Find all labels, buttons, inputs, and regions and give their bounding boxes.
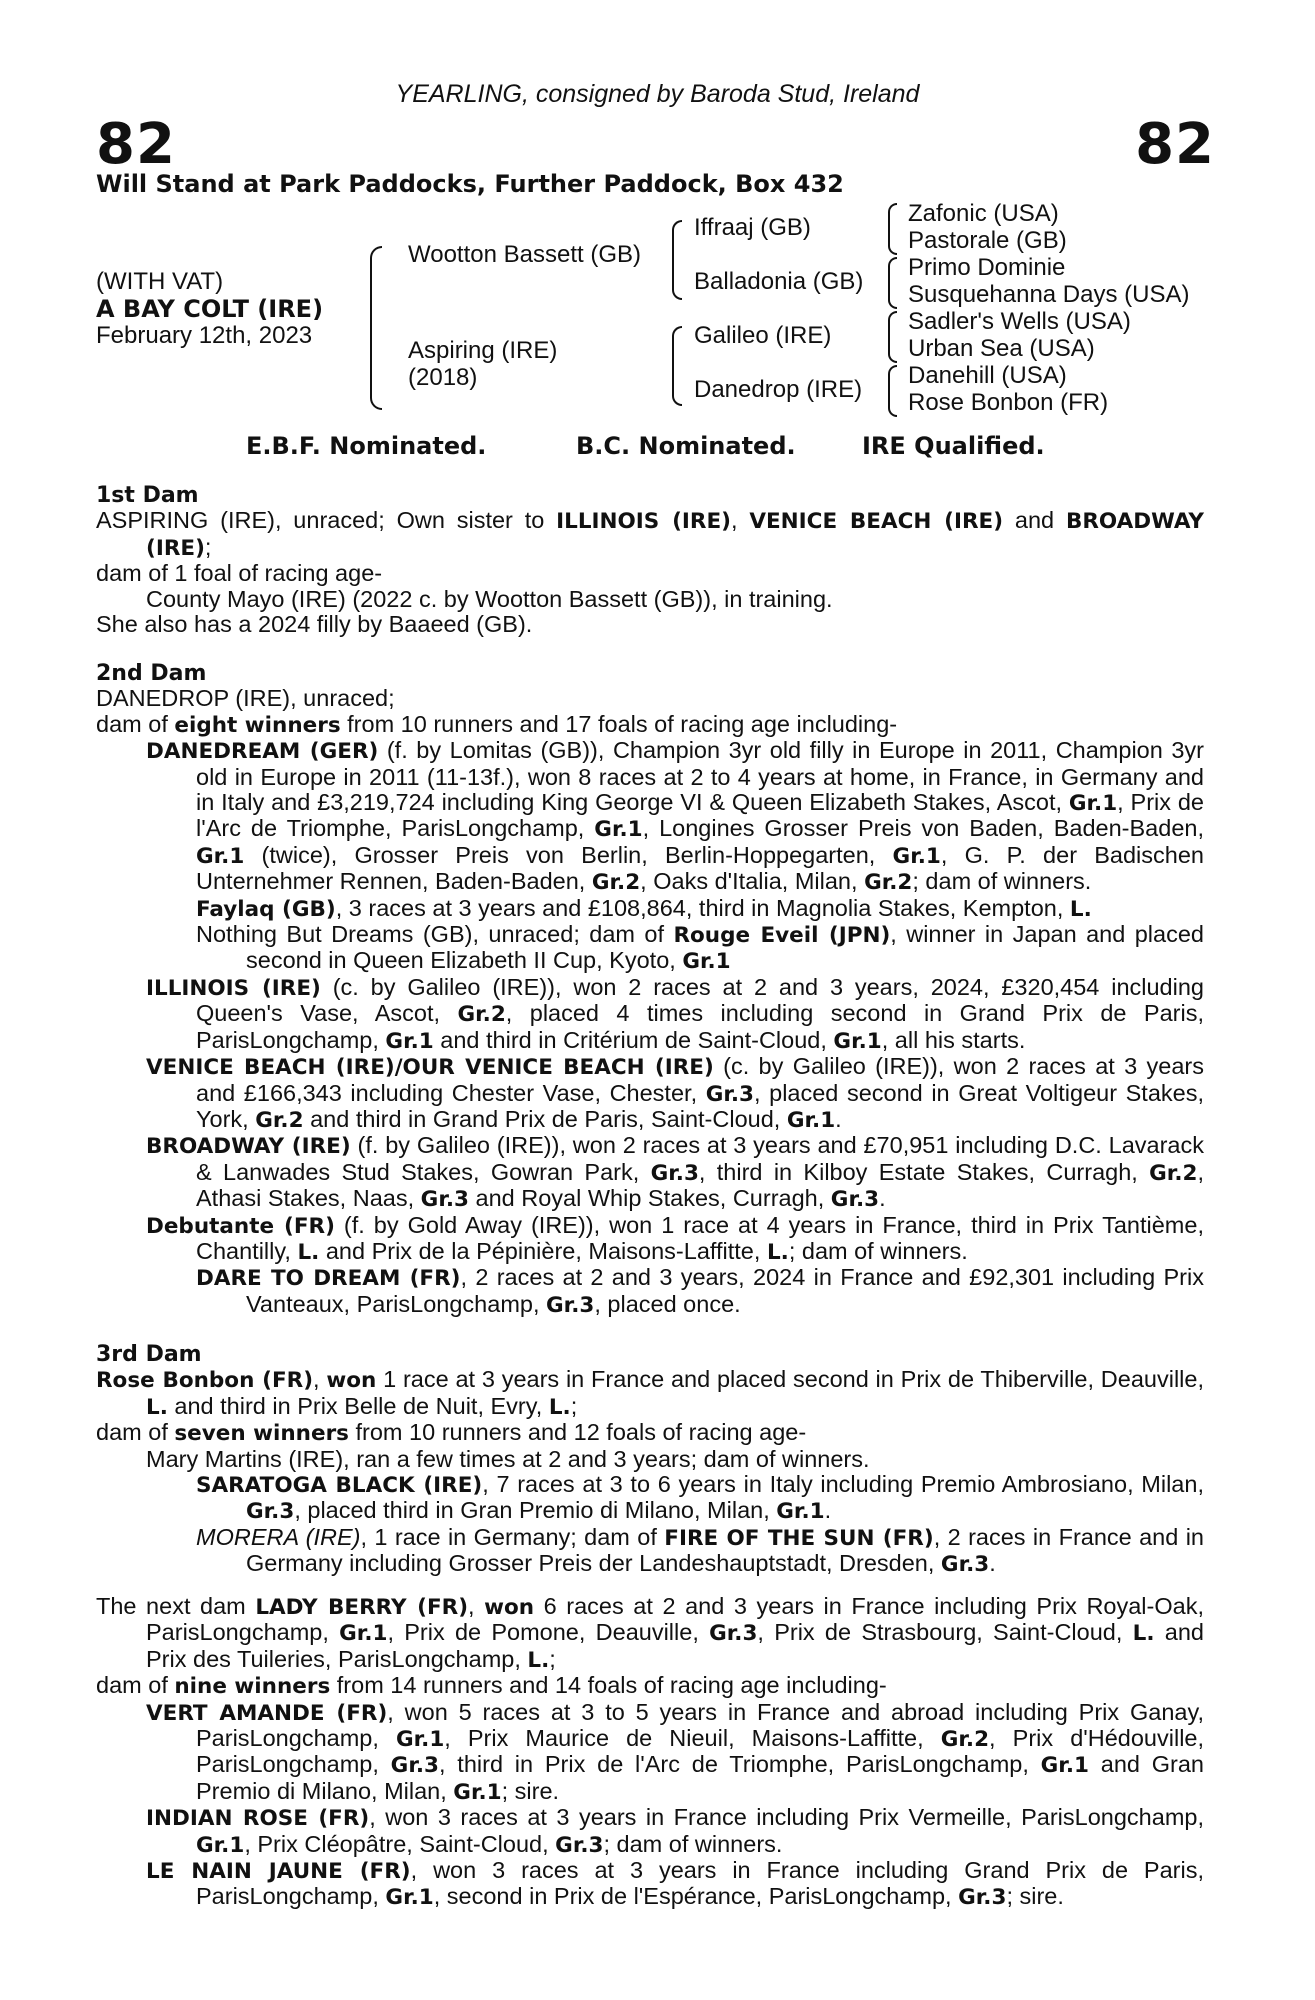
entry-venice-beach: VENICE BEACH (IRE)/OUR VENICE BEACH (IRE) (c. by Galileo (IRE)), won 2 races at 3 years and £166,343 including Chester Vase, Chester, Gr.3, placed second in Great Voltigeur Stakes, York, Gr.2 and third in Grand Prix de Paris, Saint-Cloud, Gr.1.	[146, 1053, 1204, 1133]
sire-dam: Balladonia (GB)	[694, 268, 864, 295]
brace-sd	[888, 257, 897, 309]
foaling-date: February 12th, 2023	[96, 322, 313, 349]
brace-dam	[672, 326, 682, 406]
next-dam-produce: dam of nine winners from 14 runners and 14 foals of racing age including-	[96, 1672, 887, 1700]
entry-saratoga-black: SARATOGA BLACK (IRE), 7 races at 3 to 6 years in Italy including Premio Ambrosiano, Milan, Gr.3, placed third in Gran Premio di Milano, Milan, Gr.1.	[196, 1471, 1204, 1525]
lot-number-left: 82	[96, 112, 176, 177]
ggp-6: Urban Sea (USA)	[908, 335, 1095, 362]
nomination-ebf: E.B.F. Nominated.	[246, 432, 487, 460]
location-line: Will Stand at Park Paddocks, Further Paddock, Box 432	[96, 170, 844, 198]
entry-indian-rose: INDIAN ROSE (FR), won 3 races at 3 years in France including Prix Vermeille, ParisLongchamp, Gr.1, Prix Cléopâtre, Saint-Cloud, Gr.3; dam of winners.	[146, 1804, 1204, 1858]
entry-mary-martins: Mary Martins (IRE), ran a few times at 2 and 3 years; dam of winners.	[146, 1445, 870, 1472]
second-dam-section	[96, 661, 1204, 1318]
ggp-1: Zafonic (USA)	[908, 200, 1059, 227]
third-dam-heading: 3rd Dam	[96, 1342, 202, 1367]
entry-vert-amande: VERT AMANDE (FR), won 5 races at 3 to 5 years in France and abroad including Prix Ganay, ParisLongchamp, Gr.1, Prix Maurice de Nieuil, Maisons-Laffitte, Gr.2, Prix d'Hédouville, ParisLongchamp, Gr.3, third in Prix de l'Arc de Triomphe, ParisLongchamp, Gr.1 and Gran Premio di Milano, Milan, Gr.1; sire.	[146, 1698, 1205, 1805]
entry-broadway: BROADWAY (IRE) (f. by Galileo (IRE)), won 2 races at 3 years and £70,951 including D.C. Lavarack & Lanwades Stud Stakes, Gowran Park, Gr.3, third in Kilboy Estate Stakes, Curragh, Gr.2, Athasi Stakes, Naas, Gr.3 and Royal Whip Stakes, Curragh, Gr.3.	[146, 1132, 1204, 1213]
entry-danedream: DANEDREAM (GER) (f. by Lomitas (GB)), Champion 3yr old filly in Europe in 2011, Champion 3yr old in Europe in 2011 (11-13f.), won 8 races at 2 to 4 years at home, in France, in Germany and in Italy and £3,219,724 including King George VI & Queen Elizabeth Stakes, Ascot, Gr.1, Prix de l'Arc de Triomphe, ParisLongchamp, Gr.1, Longines Grosser Preis von Baden, Baden-Baden, Gr.1 (twice), Grosser Preis von Berlin, Berlin-Hoppegarten, Gr.1, G. P. der Badischen Unternehmer Rennen, Baden-Baden, Gr.2, Oaks d'Italia, Milan, Gr.2; dam of winners.	[146, 737, 1204, 896]
sire-name: Wootton Bassett (GB)	[408, 241, 641, 268]
brace-main	[370, 246, 382, 410]
first-dam-foal: County Mayo (IRE) (2022 c. by Wootton Bassett (GB)), in training.	[146, 585, 833, 612]
entry-morera: MORERA (IRE), 1 race in Germany; dam of FIRE OF THE SUN (FR), 2 races in France and in Germany including Grosser Preis der Landeshauptstadt, Dresden, Gr.3.	[196, 1523, 1204, 1578]
dam-name: Aspiring (IRE)	[408, 337, 558, 364]
third-dam-section	[96, 1342, 1204, 1578]
next-dam-section	[96, 1594, 1204, 1911]
brace-ss	[888, 203, 897, 255]
nomination-ire: IRE Qualified.	[862, 432, 1045, 460]
ggp-5: Sadler's Wells (USA)	[908, 308, 1131, 335]
vat-note: (WITH VAT)	[96, 268, 224, 295]
brace-dd	[888, 365, 897, 417]
entry-illinois: ILLINOIS (IRE) (c. by Galileo (IRE)), won 2 races at 2 and 3 years, 2024, £320,454 including Queen's Vase, Ascot, Gr.2, placed 4 times including second in Grand Prix de Paris, ParisLongchamp, Gr.1 and third in Critérium de Saint-Cloud, Gr.1, all his starts.	[146, 973, 1204, 1054]
ggp-7: Danehill (USA)	[908, 362, 1067, 389]
third-dam-line: Rose Bonbon (FR), won 1 race at 3 years in France and placed second in Prix de Thiberville, Deauville, L. and third in Prix Belle de Nuit, Evry, L.;	[96, 1366, 1205, 1420]
entry-dare-to-dream: DARE TO DREAM (FR), 2 races at 2 and 3 years, 2024 in France and £92,301 including Prix Vanteaux, ParisLongchamp, Gr.3, placed once.	[196, 1264, 1204, 1318]
brace-ds	[888, 311, 897, 363]
ggp-8: Rose Bonbon (FR)	[908, 389, 1109, 416]
third-dam-produce: dam of seven winners from 10 runners and 12 foals of racing age-	[96, 1419, 807, 1447]
dam-sire: Galileo (IRE)	[694, 322, 832, 349]
lot-number-right: 82	[1135, 112, 1215, 177]
first-dam-heading: 1st Dam	[96, 483, 199, 508]
nomination-bc: B.C. Nominated.	[576, 432, 796, 460]
dam-dam: Danedrop (IRE)	[694, 376, 863, 403]
first-dam-note: She also has a 2024 filly by Baaeed (GB).	[96, 611, 533, 638]
next-dam-line: The next dam LADY BERRY (FR), won 6 races at 2 and 3 years in France including Prix Royal-Oak, ParisLongchamp, Gr.1, Prix de Pomone, Deauville, Gr.3, Prix de Strasbourg, Saint-Cloud, L. and Prix des Tuileries, ParisLongchamp, L.;	[96, 1593, 1204, 1673]
entry-le-nain-jaune: LE NAIN JAUNE (FR), won 3 races at 3 years in France including Grand Prix de Paris, ParisLongchamp, Gr.1, second in Prix de l'Espérance, ParisLongchamp, Gr.3; sire.	[146, 1857, 1204, 1911]
first-dam-section	[96, 483, 1204, 637]
first-dam-produce: dam of 1 foal of racing age-	[96, 560, 383, 587]
sire-sire: Iffraaj (GB)	[694, 214, 811, 241]
consignment-line: YEARLING, consigned by Baroda Stud, Ireland	[395, 80, 920, 108]
second-dam-heading: 2nd Dam	[96, 661, 207, 686]
second-dam-produce: dam of eight winners from 10 runners and 17 foals of racing age including-	[96, 710, 898, 738]
entry-debutante: Debutante (FR) (f. by Gold Away (IRE)), won 1 race at 4 years in France, third in Prix Tantième, Chantilly, L. and Prix de la Pépinière, Maisons-Laffitte, L.; dam of winners.	[146, 1211, 1204, 1265]
entry-faylaq: Faylaq (GB), 3 races at 3 years and £108,864, third in Magnolia Stakes, Kempton, L.	[196, 894, 1092, 922]
ggp-3: Primo Dominie	[908, 254, 1066, 281]
horse-name: A BAY COLT (IRE)	[96, 295, 324, 323]
first-dam-line: ASPIRING (IRE), unraced; Own sister to ILLINOIS (IRE), VENICE BEACH (IRE) and BROADWAY (IRE);	[96, 507, 1204, 561]
dam-year: (2018)	[408, 364, 478, 391]
ggp-2: Pastorale (GB)	[908, 227, 1067, 254]
entry-nothing-but-dreams: Nothing But Dreams (GB), unraced; dam of Rouge Eveil (JPN), winner in Japan and placed second in Queen Elizabeth II Cup, Kyoto, Gr.1	[196, 921, 1204, 975]
ggp-4: Susquehanna Days (USA)	[908, 281, 1190, 308]
second-dam-line: DANEDROP (IRE), unraced;	[96, 685, 395, 712]
brace-sire	[672, 220, 682, 300]
